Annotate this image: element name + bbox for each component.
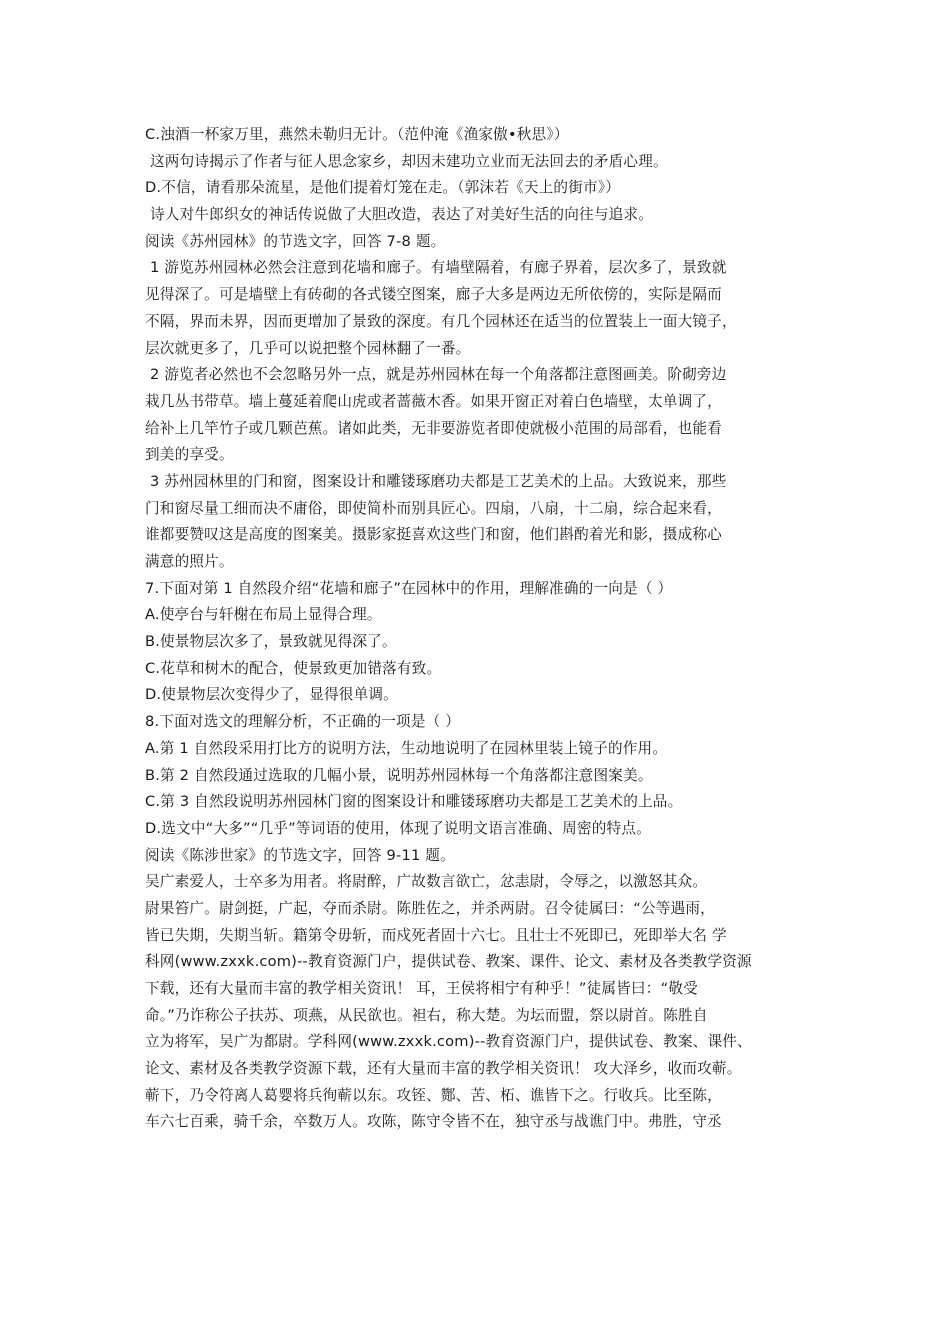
option-d: D.使景物层次变得少了，显得很单调。 <box>145 686 398 704</box>
option-c: C.花草和树木的配合，使景致更加错落有致。 <box>145 659 442 677</box>
section-heading: 阅读《陈涉世家》的节选文字，回答 9-11 题。 <box>145 846 455 864</box>
question-7: 7.下面对第 1 自然段介绍“花墙和廊子”在园林中的作用，理解准确的一向是（ ） <box>145 579 673 597</box>
text-line: 满意的照片。 <box>145 553 234 570</box>
text-line: 命。”乃诈称公子扶苏、项燕，从民欲也。袒右，称大楚。为坛而盟，祭以尉首。陈胜自 <box>145 1006 708 1024</box>
text-line: 谁都要赞叹这是高度的图案美。摄影家挺喜欢这些门和窗，他们斟酌着光和影，摄成称心 <box>145 526 722 544</box>
text-line: 见得深了。可是墙壁上有砖砌的各式镂空图案，廊子大多是两边无所依傍的，实际是隔而 <box>145 286 722 304</box>
text-line: 下载，还有大量而丰富的教学相关资讯！ 耳，王侯将相宁有种乎！”徒属皆曰：“敬受 <box>145 980 698 997</box>
text-line: 层次就更多了，几乎可以说把整个园林翻了一番。 <box>145 339 471 357</box>
text-line: 蕲下，乃令符离人葛婴将兵徇蕲以东。攻铚、酂、苦、柘、谯皆下之。行收兵。比至陈， <box>145 1086 722 1104</box>
text-line: 不隔，界而未界，因而更增加了景致的深度。有几个园林还在适当的位置装上一面大镜子， <box>145 312 737 330</box>
option-c: C.第 3 自然段说明苏州园林门窗的图案设计和雕镂琢磨功夫都是工艺美术的上品。 <box>145 793 683 811</box>
text-line: 诗人对牛郎织女的神话传说做了大胆改造，表达了对美好生活的向往与追求。 <box>150 206 653 224</box>
option-a: A.使亭台与轩榭在布局上显得合理。 <box>145 606 382 624</box>
section-heading: 阅读《苏州园林》的节选文字，回答 7-8 题。 <box>145 232 446 250</box>
option-a: A.第 1 自然段采用打比方的说明方法，生动地说明了在园林里装上镜子的作用。 <box>145 739 668 757</box>
text-line: 科网(www.zxxk.com)--教育资源门户，提供试卷、教案、课件、论文、素材及各类教学资源 <box>145 953 752 971</box>
option-b: B.第 2 自然段通过选取的几幅小景，说明苏州园林每一个角落都注意图案美。 <box>145 766 653 784</box>
text-line: 尉果笞广。尉剑挺，广起，夺而杀尉。陈胜佐之，并杀两尉。召令徒属曰：“公等遇雨， <box>145 899 715 917</box>
text-line: 到美的享受。 <box>145 446 234 464</box>
text-line: 这两句诗揭示了作者与征人思念家乡，却因未建功立业而无法回去的矛盾心理。 <box>150 152 668 170</box>
text-line: 给补上几竿竹子或几颗芭蕉。诸如此类，无非要游览者即使就极小范围的局部看，也能看 <box>145 419 722 437</box>
text-line: D.不信，请看那朵流星，是他们提着灯笼在走。（郭沫若《天上的街市》） <box>145 179 621 197</box>
text-line: 门和窗尽量工细而决不庸俗，即使简朴而别具匠心。四扇，八扇，十二扇，综合起来看， <box>145 499 722 517</box>
document-page <box>145 122 825 1136</box>
text-line: 吴广素爱人，士卒多为用者。将尉醉，广故数言欲亡，忿恚尉，令辱之，以激怒其众。 <box>145 873 708 891</box>
question-8: 8.下面对选文的理解分析，不正确的一项是（ ） <box>145 713 461 731</box>
text-line: 车六七百乘，骑千余，卒数万人。攻陈，陈守令皆不在，独守丞与战谯门中。弗胜，守丞 <box>145 1113 722 1131</box>
text-line: 立为将军，吴广为都尉。学科网(www.zxxk.com)--教育资源门户，提供试卷、教案、课件、 <box>145 1033 752 1051</box>
option-b: B.使景物层次多了，景致就见得深了。 <box>145 633 397 651</box>
option-d: D.选文中“大多”“几乎”等词语的使用，体现了说明文语言准确、周密的特点。 <box>145 819 651 837</box>
text-line: 论文、素材及各类教学资源下载，还有大量而丰富的教学相关资讯！ 攻大泽乡，收而攻蕲。 <box>145 1060 742 1078</box>
text-line: 栽几丛书带草。墙上蔓延着爬山虎或者蔷薇木香。如果开窗正对着白色墙壁，太单调了， <box>145 392 722 410</box>
text-line: C.浊酒一杯家万里，燕然未勒归无计。（范仲淹《渔家傲•秋思》） <box>145 126 569 143</box>
text-line: 皆已失期，失期当斩。籍第令毋斩，而戍死者固十六七。且壮士不死即已，死即举大名 学 <box>145 926 727 944</box>
text-line: 1 游览苏州园林必然会注意到花墙和廊子。有墙壁隔着，有廊子界着，层次多了，景致就 <box>150 259 727 277</box>
text-line: 3 苏州园林里的门和窗，图案设计和雕镂琢磨功夫都是工艺美术的上品。大致说来，那些 <box>150 472 727 490</box>
text-line: 2 游览者必然也不会忽略另外一点，就是苏州园林在每一个角落都注意图画美。阶砌旁边 <box>150 366 727 384</box>
